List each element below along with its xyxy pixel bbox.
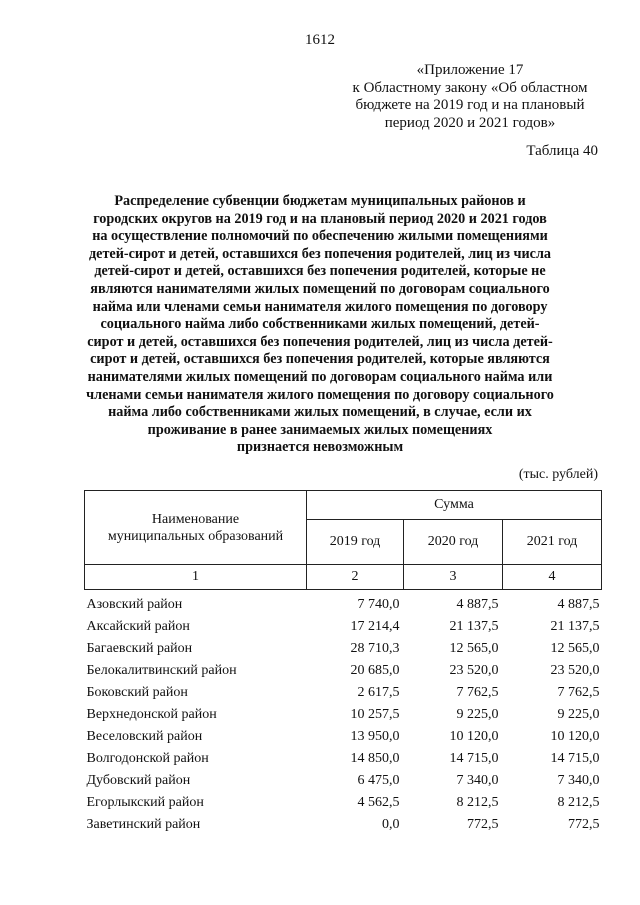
title-line: городских округов на 2019 год и на плановый период 2020 и 2021 годов bbox=[93, 210, 547, 227]
amount-2021-cell: 772,5 bbox=[568, 817, 600, 832]
amount-2021-cell: 7 340,0 bbox=[557, 773, 600, 788]
district-name-cell: Белокалитвинский район bbox=[86, 663, 237, 678]
district-name-cell: Боковский район bbox=[86, 685, 188, 700]
title-line: на осуществление полномочий по обеспечению жилыми помещениями bbox=[92, 228, 548, 245]
amount-2020-cell: 21 137,5 bbox=[449, 619, 499, 634]
amount-2021-cell: 21 137,5 bbox=[550, 619, 600, 634]
amount-2021-cell: 7 762,5 bbox=[557, 685, 600, 700]
amount-2020-cell: 7 340,0 bbox=[456, 773, 499, 788]
amount-2021-cell: 23 520,0 bbox=[550, 663, 600, 678]
amount-2021-cell: 12 565,0 bbox=[550, 641, 600, 656]
amount-2020-cell: 10 120,0 bbox=[449, 729, 499, 744]
table-row bbox=[85, 748, 602, 770]
amount-2021-cell: 4 887,5 bbox=[557, 597, 600, 612]
amount-2020-cell: 12 565,0 bbox=[449, 641, 499, 656]
amount-2020-cell: 7 762,5 bbox=[456, 685, 499, 700]
title-line: социального найма либо собственниками жилых помещений, детей- bbox=[100, 316, 540, 333]
district-name-cell: Егорлыкский район bbox=[86, 795, 204, 810]
amount-2019-cell: 6 475,0 bbox=[357, 773, 400, 788]
table-row bbox=[85, 682, 602, 704]
annex-line: период 2020 и 2021 годов» bbox=[384, 114, 556, 131]
district-name-cell: Веселовский район bbox=[86, 729, 203, 744]
amount-2019-cell: 2 617,5 bbox=[357, 685, 400, 700]
table-body bbox=[85, 590, 602, 837]
title-line: сирот и детей, оставшихся без попечения родителей, которые являются bbox=[90, 351, 550, 368]
title-line: проживание в ранее занимаемых жилых помещениях bbox=[147, 421, 493, 438]
title-line: являются нанимателями жилых помещений по договорам социального bbox=[90, 280, 550, 297]
amount-2019-cell: 20 685,0 bbox=[350, 663, 400, 678]
amount-2020-cell: 772,5 bbox=[467, 817, 499, 832]
annex-line: «Приложение 17 bbox=[416, 62, 524, 78]
column-header-name bbox=[85, 491, 307, 565]
column-number: 4 bbox=[503, 565, 602, 590]
district-name-cell: Дубовский район bbox=[86, 773, 191, 788]
annex-line: к Областному закону «Об областном bbox=[352, 79, 588, 96]
table-row bbox=[85, 814, 602, 836]
district-name-cell: Азовский район bbox=[86, 597, 183, 612]
table-row bbox=[85, 770, 602, 792]
column-number: 3 bbox=[404, 565, 503, 590]
annex-block bbox=[330, 62, 610, 132]
amount-2021-cell: 8 212,5 bbox=[557, 795, 600, 810]
amount-2020-cell: 9 225,0 bbox=[456, 707, 499, 722]
table-row bbox=[85, 616, 602, 638]
amount-2021-cell: 9 225,0 bbox=[557, 707, 600, 722]
column-header-year: 2020 год bbox=[404, 520, 503, 565]
title-line: сирот и детей, оставшихся без попечения родителей, лиц из числа детей- bbox=[87, 333, 553, 350]
document-title bbox=[80, 193, 560, 457]
column-header-year: 2021 год bbox=[503, 520, 602, 565]
title-line: детей-сирот и детей, оставшихся без попечения родителей, которые не bbox=[94, 263, 546, 280]
district-name-cell: Заветинский район bbox=[86, 817, 201, 832]
title-line: нанимателями жилых помещений по договорам социального найма или bbox=[87, 368, 553, 385]
column-header-name-line: муниципальных образований bbox=[107, 528, 284, 544]
table-row bbox=[85, 792, 602, 814]
subvention-table bbox=[84, 490, 602, 836]
amount-2019-cell: 0,0 bbox=[382, 817, 400, 832]
amount-2020-cell: 8 212,5 bbox=[456, 795, 499, 810]
title-line: найма либо собственниками жилых помещений, в случае, если их bbox=[108, 404, 532, 421]
amount-2019-cell: 28 710,3 bbox=[350, 641, 400, 656]
amount-2019-cell: 10 257,5 bbox=[350, 707, 400, 722]
table-row bbox=[85, 594, 602, 616]
title-line: детей-сирот и детей, оставшихся без попечения родителей, лиц из числа bbox=[88, 245, 552, 262]
amount-2021-cell: 14 715,0 bbox=[550, 751, 600, 766]
column-number: 1 bbox=[85, 565, 307, 590]
annex-line: бюджете на 2019 год и на плановый bbox=[355, 97, 585, 113]
amount-2019-cell: 4 562,5 bbox=[357, 795, 400, 810]
district-name-cell: Волгодонской район bbox=[86, 751, 209, 766]
column-header-year: 2019 год bbox=[307, 520, 404, 565]
units-label: (тыс. рублей) bbox=[518, 467, 598, 482]
title-line: признается невозможным bbox=[236, 439, 404, 456]
title-line: Распределение субвенции бюджетам муниципальных районов и bbox=[114, 193, 526, 209]
column-number: 2 bbox=[307, 565, 404, 590]
district-name-cell: Аксайский район bbox=[86, 619, 190, 634]
amount-2019-cell: 14 850,0 bbox=[350, 751, 400, 766]
title-line: найма или членами семьи нанимателя жилого помещения по договору bbox=[92, 298, 548, 315]
amount-2021-cell: 10 120,0 bbox=[550, 729, 600, 744]
amount-2020-cell: 23 520,0 bbox=[449, 663, 499, 678]
district-name-cell: Багаевский район bbox=[86, 641, 193, 656]
amount-2020-cell: 4 887,5 bbox=[456, 597, 499, 612]
table-row bbox=[85, 704, 602, 726]
amount-2019-cell: 7 740,0 bbox=[357, 597, 400, 612]
column-header-name-line: Наименование bbox=[151, 511, 240, 527]
column-header-sum: Сумма bbox=[307, 491, 602, 520]
table-label: Таблица 40 bbox=[526, 143, 598, 159]
amount-2019-cell: 17 214,4 bbox=[350, 619, 400, 634]
table-row bbox=[85, 638, 602, 660]
amount-2019-cell: 13 950,0 bbox=[350, 729, 400, 744]
table-row bbox=[85, 660, 602, 682]
page-number: 1612 bbox=[305, 32, 335, 48]
title-line: членами семьи нанимателя жилого помещения по договору социального bbox=[86, 386, 554, 403]
district-name-cell: Верхнедонской район bbox=[86, 707, 217, 722]
table-row bbox=[85, 726, 602, 748]
amount-2020-cell: 14 715,0 bbox=[449, 751, 499, 766]
